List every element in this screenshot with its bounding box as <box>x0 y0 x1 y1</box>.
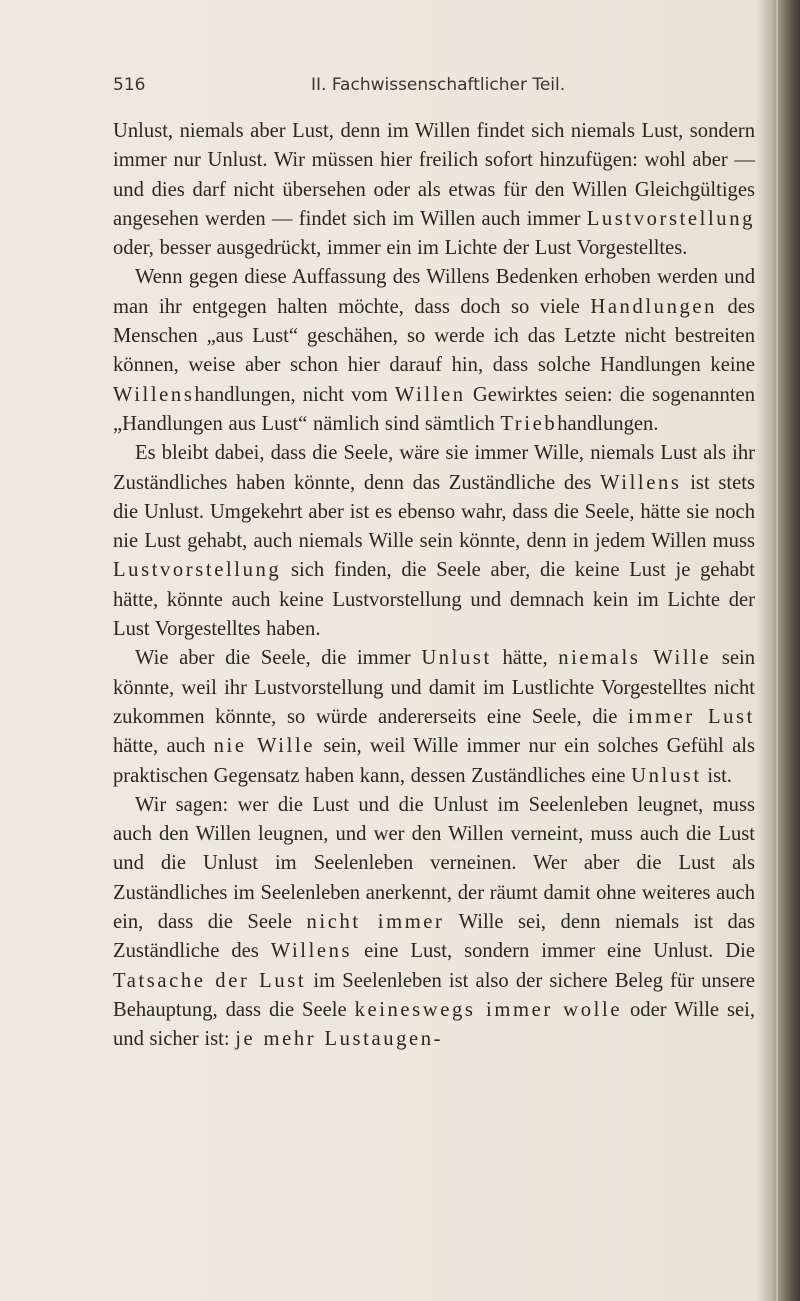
spaced-emphasis: nie Wille <box>213 735 316 758</box>
spaced-emphasis: Trieb <box>500 412 558 435</box>
paragraph-1 <box>113 117 755 263</box>
spaced-emphasis: immer Lust <box>628 705 755 728</box>
text-run: ist. <box>701 764 732 787</box>
spaced-emphasis: Willens <box>113 383 195 406</box>
body-text <box>113 117 755 1055</box>
page-edge-line <box>776 0 778 1301</box>
text-run: oder Wille sei, und sicher ist: <box>113 998 756 1051</box>
spaced-emphasis: je mehr Lustaugen- <box>235 1028 444 1051</box>
spaced-emphasis: Lustvorstellung <box>113 559 282 582</box>
spaced-emphasis: niemals Wille <box>558 647 712 670</box>
paragraph-2 <box>113 263 755 439</box>
page-edge-shadow <box>756 0 800 1301</box>
spaced-emphasis: Handlungen <box>590 295 717 318</box>
text-run: Wir sagen: wer die Lust und die Unlust im Seelenleben leugnet, muss auch den Willen leugnen, und wer den Willen verneint, muss auch die Lust und die Unlust im Seelenleben verneinen. Wer aber die Lust als Zuständliches im Seelenleben anerkennt, der räumt damit ohne weiteres auch ein, dass die Seele <box>113 793 755 934</box>
text-run: Unlust, niemals aber Lust, denn im Willen findet sich niemals Lust, sondern immer nur Unlust. Wir müssen hier freilich sofort hinzufügen: wohl aber — und dies darf nicht übersehen oder als etwas für den Willen Gleichgültiges angesehen werden — findet sich im Willen auch immer <box>113 120 755 230</box>
text-run: eine Lust, sondern immer eine Unlust. Die <box>352 940 755 963</box>
text-run: oder, besser ausgedrückt, immer ein im Lichte der Lust Vorgestelltes. <box>113 237 688 260</box>
paragraph-4 <box>113 644 755 790</box>
text-run: Wenn gegen diese Auffassung des Willens Bedenken erhoben werden und man ihr entgegen halten möchte, dass doch so viele <box>113 266 755 318</box>
text-run: des Menschen „aus Lust“ geschähen, so werde ich das Letzte nicht bestreiten können, weise aber schon hier darauf hin, dass solche Handlungen keine <box>113 295 755 377</box>
spaced-emphasis: Unlust <box>421 647 492 670</box>
text-run: sich finden, die Seele aber, die keine Lust je gehabt hätte, könnte auch keine Lustvorstellung und demnach kein im Lichte der Lust Vorgestelltes haben. <box>113 559 755 641</box>
text-run: Wille sei, denn niemals ist das Zuständliche des <box>113 911 755 963</box>
text-run: ist stets die Unlust. Umgekehrt aber ist es ebenso wahr, dass die Seele, hätte sie noch nie Lust gehabt, auch niemals Wille sein könnte, denn in jedem Willen muss <box>113 471 755 553</box>
spaced-emphasis: Willens <box>270 940 353 963</box>
paragraph-3 <box>113 439 755 644</box>
page-number: 516 <box>113 75 146 95</box>
text-run: Gewirktes seien: die sogenannten „Handlungen aus Lust“ nämlich sind sämtlich <box>113 383 755 435</box>
text-run: hätte, <box>491 647 559 670</box>
text-run: sein, weil Wille immer nur ein solches Gefühl als praktischen Gegensatz haben kann, dessen Zuständliches eine <box>113 735 755 787</box>
text-run: im Seelenleben ist also der sichere Beleg für unsere Behauptung, dass die Seele <box>113 969 755 1021</box>
paragraph-5 <box>113 791 755 1055</box>
text-run: handlungen, nicht vom <box>194 383 395 406</box>
spaced-emphasis: Unlust <box>631 764 702 787</box>
spaced-emphasis: keineswegs immer wolle <box>354 998 623 1021</box>
text-run: hätte, auch <box>113 735 214 758</box>
spaced-emphasis: Lustvorstellung <box>586 207 755 230</box>
text-run: Wie aber die Seele, die immer <box>135 647 422 670</box>
spaced-emphasis: Willens <box>600 471 682 494</box>
text-run: sein könnte, weil ihr Lustvorstellung und damit im Lustlichte Vorgestelltes nicht zukommen könnte, so würde andererseits eine Seele, die <box>113 647 755 728</box>
running-head: II. Fachwissenschaftlicher Teil. <box>311 75 566 95</box>
page-header <box>113 75 753 105</box>
spaced-emphasis: nicht immer <box>306 911 445 934</box>
spaced-emphasis: Tatsache der Lust <box>113 969 307 992</box>
text-run: Es bleibt dabei, dass die Seele, wäre sie immer Wille, niemals Lust als ihr Zuständliches haben könnte, denn das Zuständliche des <box>113 442 755 494</box>
spaced-emphasis: Willen <box>394 383 466 406</box>
text-run: handlungen. <box>557 412 659 435</box>
